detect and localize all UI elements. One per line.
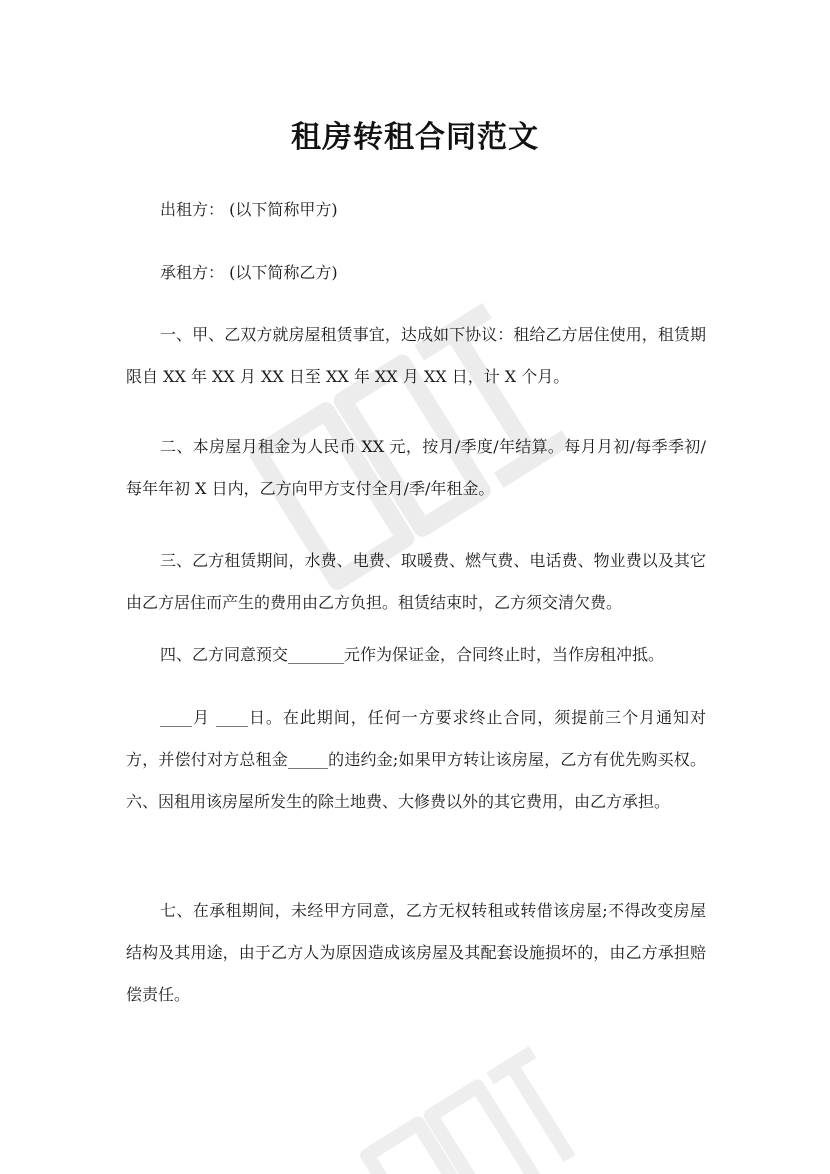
lessor-line: 出租方： (以下简称甲方) [160,200,338,219]
clause-3: 三、乙方租赁期间，水费、电费、取暖费、燃气费、电话费、物业费以及其它由乙方居住而产生的费用由乙方负担。租赁结束时，乙方须交清欠费。 [126,551,706,612]
clause-5-6: ____月 ____日。在此期间，任何一方要求终止合同，须提前三个月通知对方，并偿付对方总租金_____的违约金;如果甲方转让该房屋，乙方有优先购买权。 六、因租用该房屋所发生的除土地费、大修费以外的其它费用，由乙方承担。 [126,708,706,811]
lessee-line: 承租方： (以下简称乙方) [160,263,338,282]
document-title: 租房转租合同范文 [291,120,539,155]
clause-7: 七、在承租期间，未经甲方同意，乙方无权转租或转借该房屋;不得改变房屋结构及其用途，由于乙方人为原因造成该房屋及其配套设施损坏的，由乙方承担赔偿责任。 [126,901,706,1004]
clause-2: 二、本房屋月租金为人民币 XX 元，按月/季度/年结算。每月月初/每季季初/每年年初 X 日内，乙方向甲方支付全月/季/年租金。 [126,437,706,498]
clause-4: 四、乙方同意预交_______元作为保证金，合同终止时，当作房租冲抵。 [160,645,665,664]
clause-1: 一、甲、乙双方就房屋租赁事宜，达成如下协议：租给乙方居住使用，租赁期限自 XX 年 XX 月 XX 日至 XX 年 XX 月 XX 日，计 X 个月。 [126,325,706,386]
watermark-logo-bottom-icon [360,1040,580,1174]
